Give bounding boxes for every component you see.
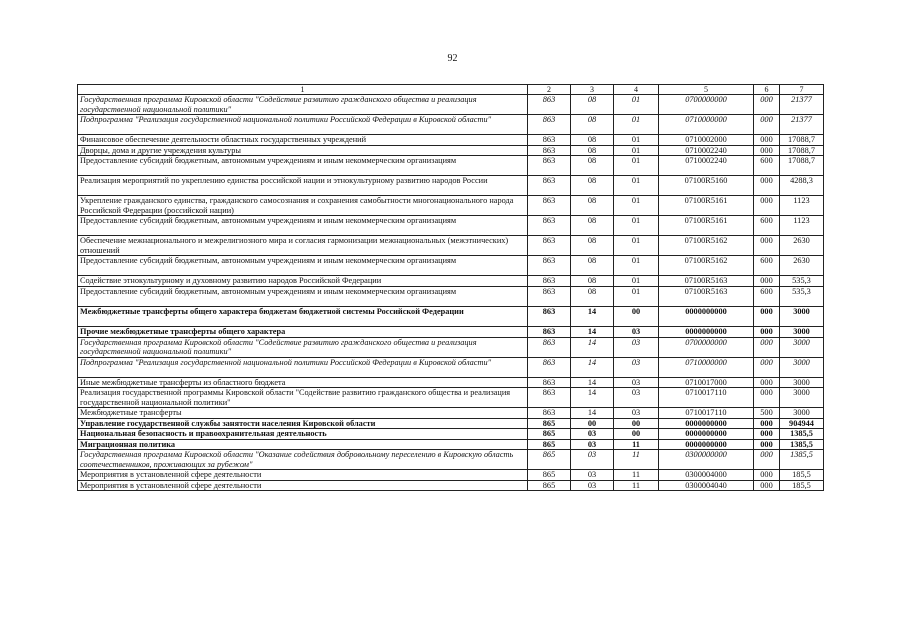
cell-section: 08 bbox=[571, 276, 614, 287]
cell-section: 14 bbox=[571, 408, 614, 419]
cell-amount: 185,5 bbox=[780, 470, 824, 481]
cell-ministry-code: 863 bbox=[528, 115, 571, 135]
cell-section: 08 bbox=[571, 256, 614, 276]
cell-ministry-code: 863 bbox=[528, 236, 571, 256]
cell-target-article: 07100R5163 bbox=[659, 286, 754, 306]
cell-target-article: 0710000000 bbox=[659, 357, 754, 377]
cell-expense-type: 000 bbox=[754, 236, 780, 256]
cell-section: 14 bbox=[571, 326, 614, 337]
cell-subsection: 01 bbox=[614, 286, 659, 306]
cell-ministry-code: 863 bbox=[528, 156, 571, 176]
cell-expense-type: 000 bbox=[754, 176, 780, 196]
cell-ministry-code: 863 bbox=[528, 145, 571, 156]
cell-name: Финансовое обеспечение деятельности областных государственных учреждений bbox=[78, 135, 528, 146]
table-row bbox=[78, 145, 824, 156]
cell-name: Содействие этнокультурному и духовному развитию народов Российской Федерации bbox=[78, 276, 528, 287]
cell-expense-type: 000 bbox=[754, 377, 780, 388]
table-row bbox=[78, 176, 824, 196]
cell-subsection: 11 bbox=[614, 439, 659, 450]
cell-name: Предоставление субсидий бюджетным, автономным учреждениям и иным некоммерческим организациям bbox=[78, 286, 528, 306]
cell-ministry-code: 863 bbox=[528, 135, 571, 146]
cell-amount: 2630 bbox=[780, 256, 824, 276]
cell-ministry-code: 863 bbox=[528, 377, 571, 388]
cell-amount: 17088,7 bbox=[780, 135, 824, 146]
cell-target-article: 0000000000 bbox=[659, 306, 754, 326]
cell-amount: 3000 bbox=[780, 337, 824, 357]
cell-ministry-code: 863 bbox=[528, 408, 571, 419]
cell-name: Предоставление субсидий бюджетным, автономным учреждениям и иным некоммерческим организациям bbox=[78, 216, 528, 236]
cell-target-article: 0000000000 bbox=[659, 429, 754, 440]
cell-section: 03 bbox=[571, 450, 614, 470]
budget-table bbox=[77, 84, 824, 491]
cell-name: Прочие межбюджетные трансферты общего характера bbox=[78, 326, 528, 337]
cell-name: Государственная программа Кировской области "Содействие развитию гражданского общества и реализация государственной национальной политики" bbox=[78, 337, 528, 357]
table-row bbox=[78, 135, 824, 146]
header-cell-target-article: 5 bbox=[659, 85, 754, 95]
table-row bbox=[78, 286, 824, 306]
table-row bbox=[78, 388, 824, 408]
cell-target-article: 0300000000 bbox=[659, 450, 754, 470]
table-row bbox=[78, 418, 824, 429]
cell-ministry-code: 863 bbox=[528, 256, 571, 276]
header-cell-ministry: 2 bbox=[528, 85, 571, 95]
cell-target-article: 07100R5160 bbox=[659, 176, 754, 196]
cell-target-article: 0710017110 bbox=[659, 388, 754, 408]
cell-amount: 3000 bbox=[780, 326, 824, 337]
cell-ministry-code: 863 bbox=[528, 326, 571, 337]
cell-section: 08 bbox=[571, 196, 614, 216]
cell-section: 14 bbox=[571, 337, 614, 357]
cell-section: 08 bbox=[571, 156, 614, 176]
cell-section: 14 bbox=[571, 377, 614, 388]
cell-section: 08 bbox=[571, 236, 614, 256]
cell-amount: 3000 bbox=[780, 357, 824, 377]
cell-name: Реализация мероприятий по укреплению единства российской нации и этнокультурному развитию народов России bbox=[78, 176, 528, 196]
cell-expense-type: 000 bbox=[754, 439, 780, 450]
cell-expense-type: 000 bbox=[754, 337, 780, 357]
cell-subsection: 11 bbox=[614, 470, 659, 481]
cell-expense-type: 000 bbox=[754, 135, 780, 146]
cell-amount: 21377 bbox=[780, 115, 824, 135]
cell-target-article: 0710002240 bbox=[659, 156, 754, 176]
cell-section: 03 bbox=[571, 429, 614, 440]
cell-section: 14 bbox=[571, 357, 614, 377]
cell-ministry-code: 865 bbox=[528, 439, 571, 450]
cell-name: Мероприятия в установленной сфере деятельности bbox=[78, 480, 528, 491]
cell-subsection: 01 bbox=[614, 176, 659, 196]
cell-name: Предоставление субсидий бюджетным, автономным учреждениям и иным некоммерческим организациям bbox=[78, 156, 528, 176]
cell-subsection: 01 bbox=[614, 196, 659, 216]
cell-expense-type: 000 bbox=[754, 357, 780, 377]
cell-section: 00 bbox=[571, 418, 614, 429]
cell-expense-type: 000 bbox=[754, 145, 780, 156]
cell-ministry-code: 863 bbox=[528, 276, 571, 287]
cell-target-article: 0300004040 bbox=[659, 480, 754, 491]
cell-expense-type: 000 bbox=[754, 276, 780, 287]
cell-name: Государственная программа Кировской области "Оказание содействия добровольному переселению в Кировскую область соотечественников, проживающих за рубежом" bbox=[78, 450, 528, 470]
cell-expense-type: 600 bbox=[754, 256, 780, 276]
cell-amount: 1385,5 bbox=[780, 429, 824, 440]
table-row bbox=[78, 115, 824, 135]
table-row bbox=[78, 216, 824, 236]
cell-ministry-code: 863 bbox=[528, 306, 571, 326]
cell-ministry-code: 863 bbox=[528, 286, 571, 306]
table-row bbox=[78, 377, 824, 388]
cell-subsection: 03 bbox=[614, 357, 659, 377]
cell-target-article: 0710002000 bbox=[659, 135, 754, 146]
table-row bbox=[78, 439, 824, 450]
cell-target-article: 0710000000 bbox=[659, 115, 754, 135]
cell-ministry-code: 863 bbox=[528, 95, 571, 115]
cell-ministry-code: 865 bbox=[528, 429, 571, 440]
table-row bbox=[78, 429, 824, 440]
cell-target-article: 0700000000 bbox=[659, 95, 754, 115]
cell-target-article: 0710017110 bbox=[659, 408, 754, 419]
cell-expense-type: 000 bbox=[754, 306, 780, 326]
cell-expense-type: 600 bbox=[754, 216, 780, 236]
cell-amount: 1385,5 bbox=[780, 439, 824, 450]
cell-expense-type: 000 bbox=[754, 480, 780, 491]
table-row bbox=[78, 306, 824, 326]
cell-subsection: 03 bbox=[614, 326, 659, 337]
header-cell-amount: 7 bbox=[780, 85, 824, 95]
cell-section: 08 bbox=[571, 176, 614, 196]
cell-amount: 3000 bbox=[780, 408, 824, 419]
cell-expense-type: 500 bbox=[754, 408, 780, 419]
cell-target-article: 0300004000 bbox=[659, 470, 754, 481]
cell-expense-type: 000 bbox=[754, 429, 780, 440]
cell-section: 08 bbox=[571, 216, 614, 236]
cell-ministry-code: 865 bbox=[528, 480, 571, 491]
cell-subsection: 01 bbox=[614, 115, 659, 135]
cell-amount: 3000 bbox=[780, 306, 824, 326]
cell-expense-type: 000 bbox=[754, 418, 780, 429]
cell-target-article: 0700000000 bbox=[659, 337, 754, 357]
cell-subsection: 03 bbox=[614, 337, 659, 357]
cell-name: Миграционная политика bbox=[78, 439, 528, 450]
cell-expense-type: 000 bbox=[754, 115, 780, 135]
cell-subsection: 01 bbox=[614, 276, 659, 287]
cell-name: Обеспечение межнационального и межрелигиозного мира и согласия гармонизации межнациональных (межэтнических) отношений bbox=[78, 236, 528, 256]
cell-section: 08 bbox=[571, 95, 614, 115]
cell-section: 08 bbox=[571, 286, 614, 306]
table-row bbox=[78, 95, 824, 115]
cell-ministry-code: 863 bbox=[528, 357, 571, 377]
cell-name: Государственная программа Кировской области "Содействие развитию гражданского общества и реализация государственной национальной политики" bbox=[78, 95, 528, 115]
cell-target-article: 07100R5163 bbox=[659, 276, 754, 287]
cell-target-article: 0000000000 bbox=[659, 439, 754, 450]
cell-amount: 185,5 bbox=[780, 480, 824, 491]
cell-expense-type: 600 bbox=[754, 286, 780, 306]
cell-amount: 1123 bbox=[780, 196, 824, 216]
cell-target-article: 07100R5162 bbox=[659, 236, 754, 256]
cell-amount: 3000 bbox=[780, 388, 824, 408]
cell-subsection: 00 bbox=[614, 418, 659, 429]
table-row bbox=[78, 470, 824, 481]
cell-subsection: 01 bbox=[614, 95, 659, 115]
cell-name: Подпрограмма "Реализация государственной национальной политики Российской Федерации в Кировской области" bbox=[78, 115, 528, 135]
cell-section: 14 bbox=[571, 306, 614, 326]
cell-name: Управление государственной службы занятости населения Кировской области bbox=[78, 418, 528, 429]
cell-subsection: 00 bbox=[614, 429, 659, 440]
cell-subsection: 01 bbox=[614, 256, 659, 276]
cell-expense-type: 000 bbox=[754, 196, 780, 216]
page-number: 92 bbox=[447, 53, 458, 64]
table-row bbox=[78, 156, 824, 176]
cell-section: 08 bbox=[571, 135, 614, 146]
cell-subsection: 01 bbox=[614, 135, 659, 146]
header-cell-subsection: 4 bbox=[614, 85, 659, 95]
cell-target-article: 07100R5161 bbox=[659, 216, 754, 236]
table-row bbox=[78, 480, 824, 491]
cell-expense-type: 000 bbox=[754, 388, 780, 408]
cell-name: Предоставление субсидий бюджетным, автономным учреждениям и иным некоммерческим организациям bbox=[78, 256, 528, 276]
cell-subsection: 01 bbox=[614, 236, 659, 256]
cell-amount: 1385,5 bbox=[780, 450, 824, 470]
header-cell-name: 1 bbox=[78, 85, 528, 95]
cell-ministry-code: 865 bbox=[528, 470, 571, 481]
cell-ministry-code: 863 bbox=[528, 196, 571, 216]
cell-name: Мероприятия в установленной сфере деятельности bbox=[78, 470, 528, 481]
cell-target-article: 07100R5162 bbox=[659, 256, 754, 276]
cell-target-article: 0710002240 bbox=[659, 145, 754, 156]
cell-section: 08 bbox=[571, 145, 614, 156]
cell-amount: 17088,7 bbox=[780, 145, 824, 156]
cell-ministry-code: 865 bbox=[528, 450, 571, 470]
cell-expense-type: 000 bbox=[754, 450, 780, 470]
cell-expense-type: 000 bbox=[754, 470, 780, 481]
header-cell-section: 3 bbox=[571, 85, 614, 95]
header-cell-expense-type: 6 bbox=[754, 85, 780, 95]
cell-amount: 3000 bbox=[780, 377, 824, 388]
cell-subsection: 01 bbox=[614, 145, 659, 156]
cell-ministry-code: 863 bbox=[528, 337, 571, 357]
cell-subsection: 01 bbox=[614, 156, 659, 176]
cell-amount: 2630 bbox=[780, 236, 824, 256]
cell-ministry-code: 863 bbox=[528, 216, 571, 236]
cell-subsection: 11 bbox=[614, 480, 659, 491]
cell-name: Укрепление гражданского единства, гражданского самосознания и сохранения самобытности многонационального народа Российской Федерации (российской нации) bbox=[78, 196, 528, 216]
cell-section: 03 bbox=[571, 480, 614, 491]
table-row bbox=[78, 276, 824, 287]
table-row bbox=[78, 408, 824, 419]
table-body bbox=[78, 85, 824, 491]
cell-name: Иные межбюджетные трансферты из областного бюджета bbox=[78, 377, 528, 388]
cell-section: 03 bbox=[571, 439, 614, 450]
table-row bbox=[78, 256, 824, 276]
table-header-row bbox=[78, 85, 824, 95]
cell-subsection: 03 bbox=[614, 388, 659, 408]
cell-amount: 4288,3 bbox=[780, 176, 824, 196]
cell-target-article: 0710017000 bbox=[659, 377, 754, 388]
cell-amount: 535,3 bbox=[780, 286, 824, 306]
cell-amount: 904944 bbox=[780, 418, 824, 429]
cell-amount: 1123 bbox=[780, 216, 824, 236]
cell-section: 14 bbox=[571, 388, 614, 408]
cell-amount: 21377 bbox=[780, 95, 824, 115]
cell-amount: 17088,7 bbox=[780, 156, 824, 176]
cell-name: Реализация государственной программы Кировской области "Содействие развитию гражданского общества и реализация государственной национальной политики" bbox=[78, 388, 528, 408]
table-row bbox=[78, 337, 824, 357]
cell-subsection: 01 bbox=[614, 216, 659, 236]
cell-name: Национальная безопасность и правоохранительная деятельность bbox=[78, 429, 528, 440]
cell-ministry-code: 863 bbox=[528, 176, 571, 196]
cell-name: Дворцы, дома и другие учреждения культуры bbox=[78, 145, 528, 156]
table-row bbox=[78, 236, 824, 256]
table-row bbox=[78, 450, 824, 470]
cell-expense-type: 600 bbox=[754, 156, 780, 176]
cell-name: Межбюджетные трансферты общего характера бюджетам бюджетной системы Российской Федерации bbox=[78, 306, 528, 326]
cell-target-article: 0000000000 bbox=[659, 418, 754, 429]
cell-name: Межбюджетные трансферты bbox=[78, 408, 528, 419]
cell-expense-type: 000 bbox=[754, 95, 780, 115]
cell-expense-type: 000 bbox=[754, 326, 780, 337]
table-row bbox=[78, 326, 824, 337]
cell-section: 08 bbox=[571, 115, 614, 135]
cell-subsection: 03 bbox=[614, 408, 659, 419]
cell-name: Подпрограмма "Реализация государственной национальной политики Российской Федерации в Кировской области" bbox=[78, 357, 528, 377]
cell-section: 03 bbox=[571, 470, 614, 481]
cell-target-article: 0000000000 bbox=[659, 326, 754, 337]
cell-subsection: 03 bbox=[614, 377, 659, 388]
cell-target-article: 07100R5161 bbox=[659, 196, 754, 216]
table-row bbox=[78, 196, 824, 216]
cell-ministry-code: 863 bbox=[528, 388, 571, 408]
cell-amount: 535,3 bbox=[780, 276, 824, 287]
cell-subsection: 11 bbox=[614, 450, 659, 470]
cell-subsection: 00 bbox=[614, 306, 659, 326]
cell-ministry-code: 865 bbox=[528, 418, 571, 429]
table-row bbox=[78, 357, 824, 377]
